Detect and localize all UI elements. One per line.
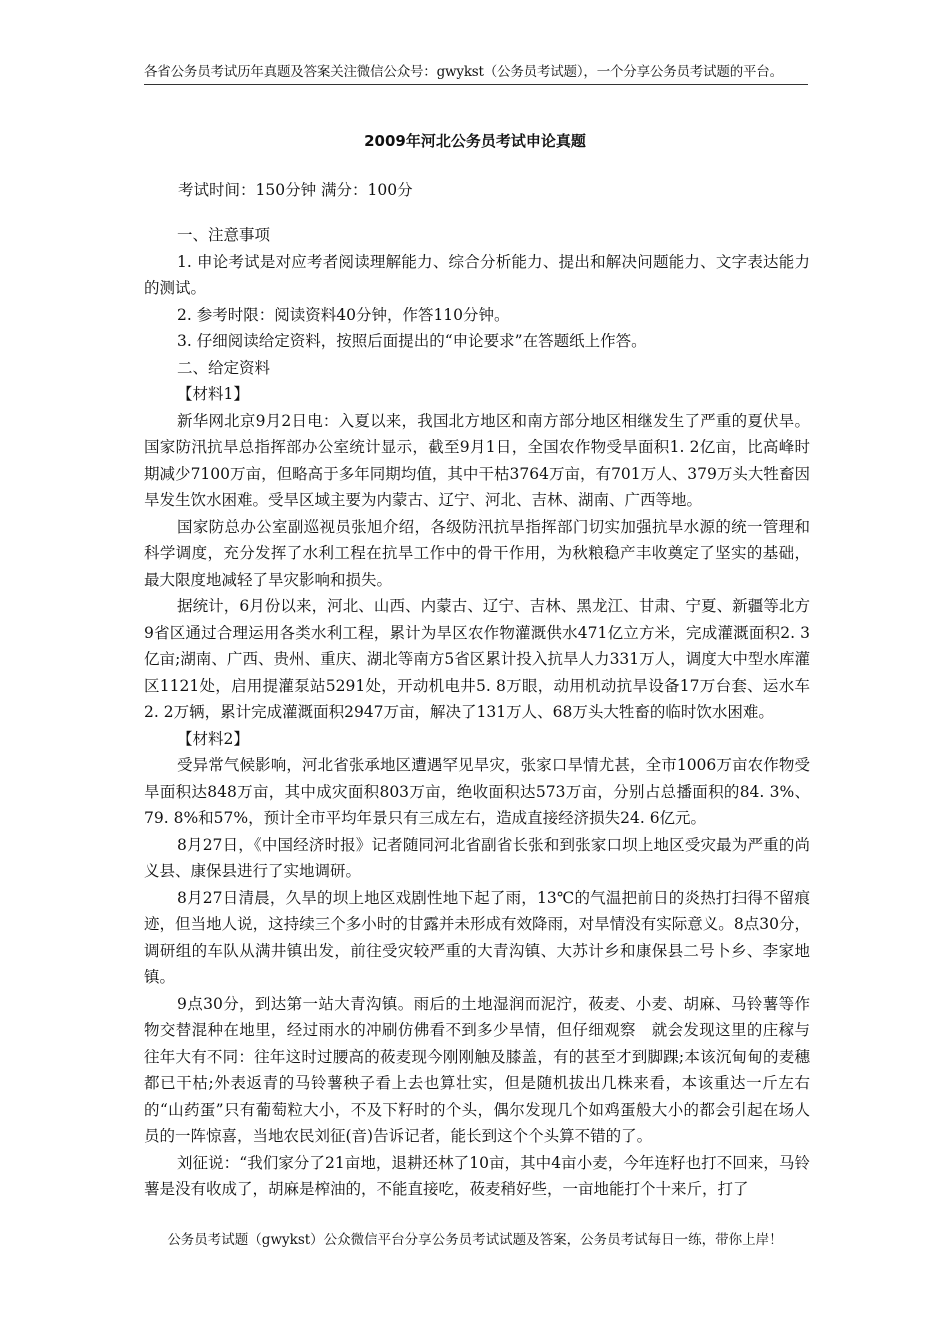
paragraph: 新华网北京9月2日电：入夏以来，我国北方地区和南方部分地区相继发生了严重的夏伏旱。国家防汛抗旱总指挥部办公室统计显示，截至9月1日，全国农作物受旱面积1. 2亿亩，比高峰时期减少7100万亩，但略高于多年同期均值，其中干枯3764万亩，有701万人、379万头大牲畜因旱发生饮水困难。受旱区域主要为内蒙古、辽宁、河北、吉林、湖南、广西等地。 (144, 411, 810, 509)
document-title: 2009年河北公务员考试申论真题 (364, 132, 586, 150)
exam-meta: 考试时间：150分钟 满分：100分 (178, 181, 413, 199)
paragraph: 1. 申论考试是对应考者阅读理解能力、综合分析能力、提出和解决问题能力、文字表达能力的测试。 (144, 252, 810, 297)
paragraph: 受异常气候影响，河北省张承地区遭遇罕见旱灾，张家口旱情尤甚，全市1006万亩农作物受旱面积达848万亩，其中成灾面积803万亩，绝收面积达573万亩，分别占总播面积的84. 3%、79. 8%和57%，预计全市平均年景只有三成左右，造成直接经济损失24. 6亿元。 (144, 756, 810, 827)
section-heading: 二、给定资料 (177, 358, 271, 377)
material-heading: 【材料1】 (177, 385, 249, 403)
paragraph: 据统计，6月份以来，河北、山西、内蒙古、辽宁、吉林、黑龙江、甘肃、宁夏、新疆等北方9省区通过合理运用各类水利工程，累计为旱区农作物灌溉供水471亿立方米，完成灌溉面积2. 3亿亩;湖南、广西、贵州、重庆、湖北等南方5省区累计投入抗旱人力331万人，调度大中型水库灌区1121处，启用提灌泵站5291处，开动机电井5. 8万眼，动用机动抗旱设备17万台套、运水车2. 2万辆，累计完成灌溉面积2947万亩，解决了131万人、68万头大牲畜的临时饮水困难。 (144, 597, 810, 721)
paragraph: 8月27日，《中国经济时报》记者随同河北省副省长张和到张家口坝上地区受灾最为严重的尚义县、康保县进行了实地调研。 (144, 835, 810, 880)
page-header: 各省公务员考试历年真题及答案关注微信公众号：gwykst（公务员考试题），一个分享公务员考试题的平台。 (144, 62, 808, 85)
section-heading: 一、注意事项 (177, 226, 271, 244)
paragraph: 8月27日清晨，久旱的坝上地区戏剧性地下起了雨，13℃的气温把前日的炎热打扫得不留痕迹，但当地人说，这持续三个多小时的甘露并未形成有效降雨，对旱情没有实际意义。8点30分，调研组的车队从满井镇出发，前往受灾较严重的大青沟镇、大苏计乡和康保县二号卜乡、李家地镇。 (144, 888, 810, 986)
material-heading: 【材料2】 (177, 729, 249, 748)
paragraph: 刘征说：“我们家分了21亩地，退耕还林了10亩，其中4亩小麦，今年连籽也打不回来，马铃薯是没有收成了，胡麻是榨油的，不能直接吃，莜麦稍好些，一亩地能打个十来斤，打了 (144, 1153, 810, 1198)
paragraph: 9点30分，到达第一站大青沟镇。雨后的土地湿润而泥泞，莜麦、小麦、胡麻、马铃薯等作物交替混种在地里，经过雨水的冲刷仿佛看不到多少旱情，但仔细观察 就会发现这里的庄稼与往年大有不同：往年这时过腰高的莜麦现今刚刚触及膝盖，有的甚至才到脚踝;本该沉甸甸的麦穗都已干枯;外表返青的马铃薯秧子看上去也算壮实，但是随机拔出几株来看，本该重达一斤左右的“山药蛋”只有葡萄粒大小，不及下籽时的个头，偶尔发现几个如鸡蛋般大小的都会引起在场人员的一阵惊喜，当地农民刘征(音)告诉记者，能长到这个个头算不错的了。 (144, 994, 810, 1145)
paragraph: 国家防总办公室副巡视员张旭介绍，各级防汛抗旱指挥部门切实加强抗旱水源的统一管理和科学调度，充分发挥了水利工程在抗旱工作中的骨干作用，为秋粮稳产丰收奠定了坚实的基础，最大限度地减轻了旱灾影响和损失。 (144, 517, 810, 589)
page-footer: 公务员考试题（gwykst）公众微信平台分享公务员考试试题及答案，公务员考试每日一练，带你上岸！ (167, 1232, 783, 1248)
document-body (144, 222, 810, 1203)
paragraph: 2. 参考时限：阅读资料40分钟，作答110分钟。 (177, 305, 510, 324)
paragraph: 3. 仔细阅读给定资料，按照后面提出的“申论要求”在答题纸上作答。 (177, 332, 647, 350)
